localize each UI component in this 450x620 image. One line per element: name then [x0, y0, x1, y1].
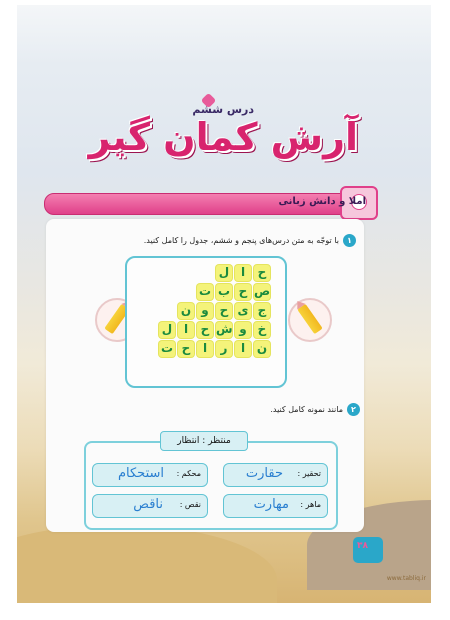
crossword-cell: ح [178, 341, 194, 357]
answer-word: ناقص [133, 497, 163, 512]
exercise1-instruction: با توجّه به متن درس‌های پنجم و ششم، جدول را کامل کنید. [143, 236, 339, 245]
lesson-title: آرش کمان گیر [88, 115, 358, 159]
sample-answer: منتظر : انتظار [160, 431, 248, 451]
crossword-cell: ت [198, 284, 212, 298]
crossword-cell: ی [235, 303, 251, 319]
crossword-cell: ا [197, 341, 213, 357]
answer-box-maher [223, 494, 328, 518]
crossword-cell: ج [254, 303, 270, 319]
crossword-cell: ح [254, 265, 270, 281]
crossword-cell: ل [159, 322, 175, 338]
prompt-word: نقص : [179, 500, 201, 509]
crossword-cell: ا [178, 322, 194, 338]
crossword-cell: ر [216, 341, 232, 357]
crossword-cell: ح [235, 284, 251, 300]
page-number-badge [353, 537, 383, 563]
crossword-cell: ا [235, 265, 251, 281]
watermark: www.tabliq.ir [386, 575, 426, 582]
crossword-cell: ل [216, 265, 232, 281]
answer-box-mohkam [92, 463, 208, 487]
crossword-cell: و [197, 303, 213, 319]
answer-word: استحکام [117, 466, 164, 481]
background-dune [17, 525, 277, 603]
prompt-word: محکم : [176, 469, 201, 478]
exercise1-number: ۱ [343, 234, 356, 247]
crossword-cell: و [235, 322, 251, 338]
page-number: ۳۸ [357, 541, 368, 551]
lesson-label: درس ششم [192, 103, 254, 116]
crossword-cell: ن [254, 341, 270, 357]
crossword-cell: ح [216, 303, 232, 319]
prompt-word: تحقیر : [297, 469, 321, 478]
crossword-cell: ت [160, 341, 174, 355]
crossword-cell: ن [178, 303, 194, 319]
answer-box-naqs [92, 494, 208, 518]
exercise2-instruction: مانند نمونه کامل کنید. [270, 405, 343, 414]
section-label: املا و دانش زبانی [278, 196, 366, 207]
prompt-word: ماهر : [300, 500, 321, 509]
answer-word: حقارت [245, 466, 283, 481]
crossword-cell: ح [197, 322, 213, 338]
crossword-cell: ب [217, 284, 231, 298]
exercise2-number: ۲ [347, 403, 360, 416]
crossword-cell: ص [254, 284, 271, 298]
crossword-cell: ا [235, 341, 251, 357]
answer-word: مهارت [253, 497, 289, 512]
answer-box-tahqir [223, 463, 328, 487]
crossword-cell: ش [216, 322, 233, 336]
crossword-cell: خ [254, 322, 270, 338]
